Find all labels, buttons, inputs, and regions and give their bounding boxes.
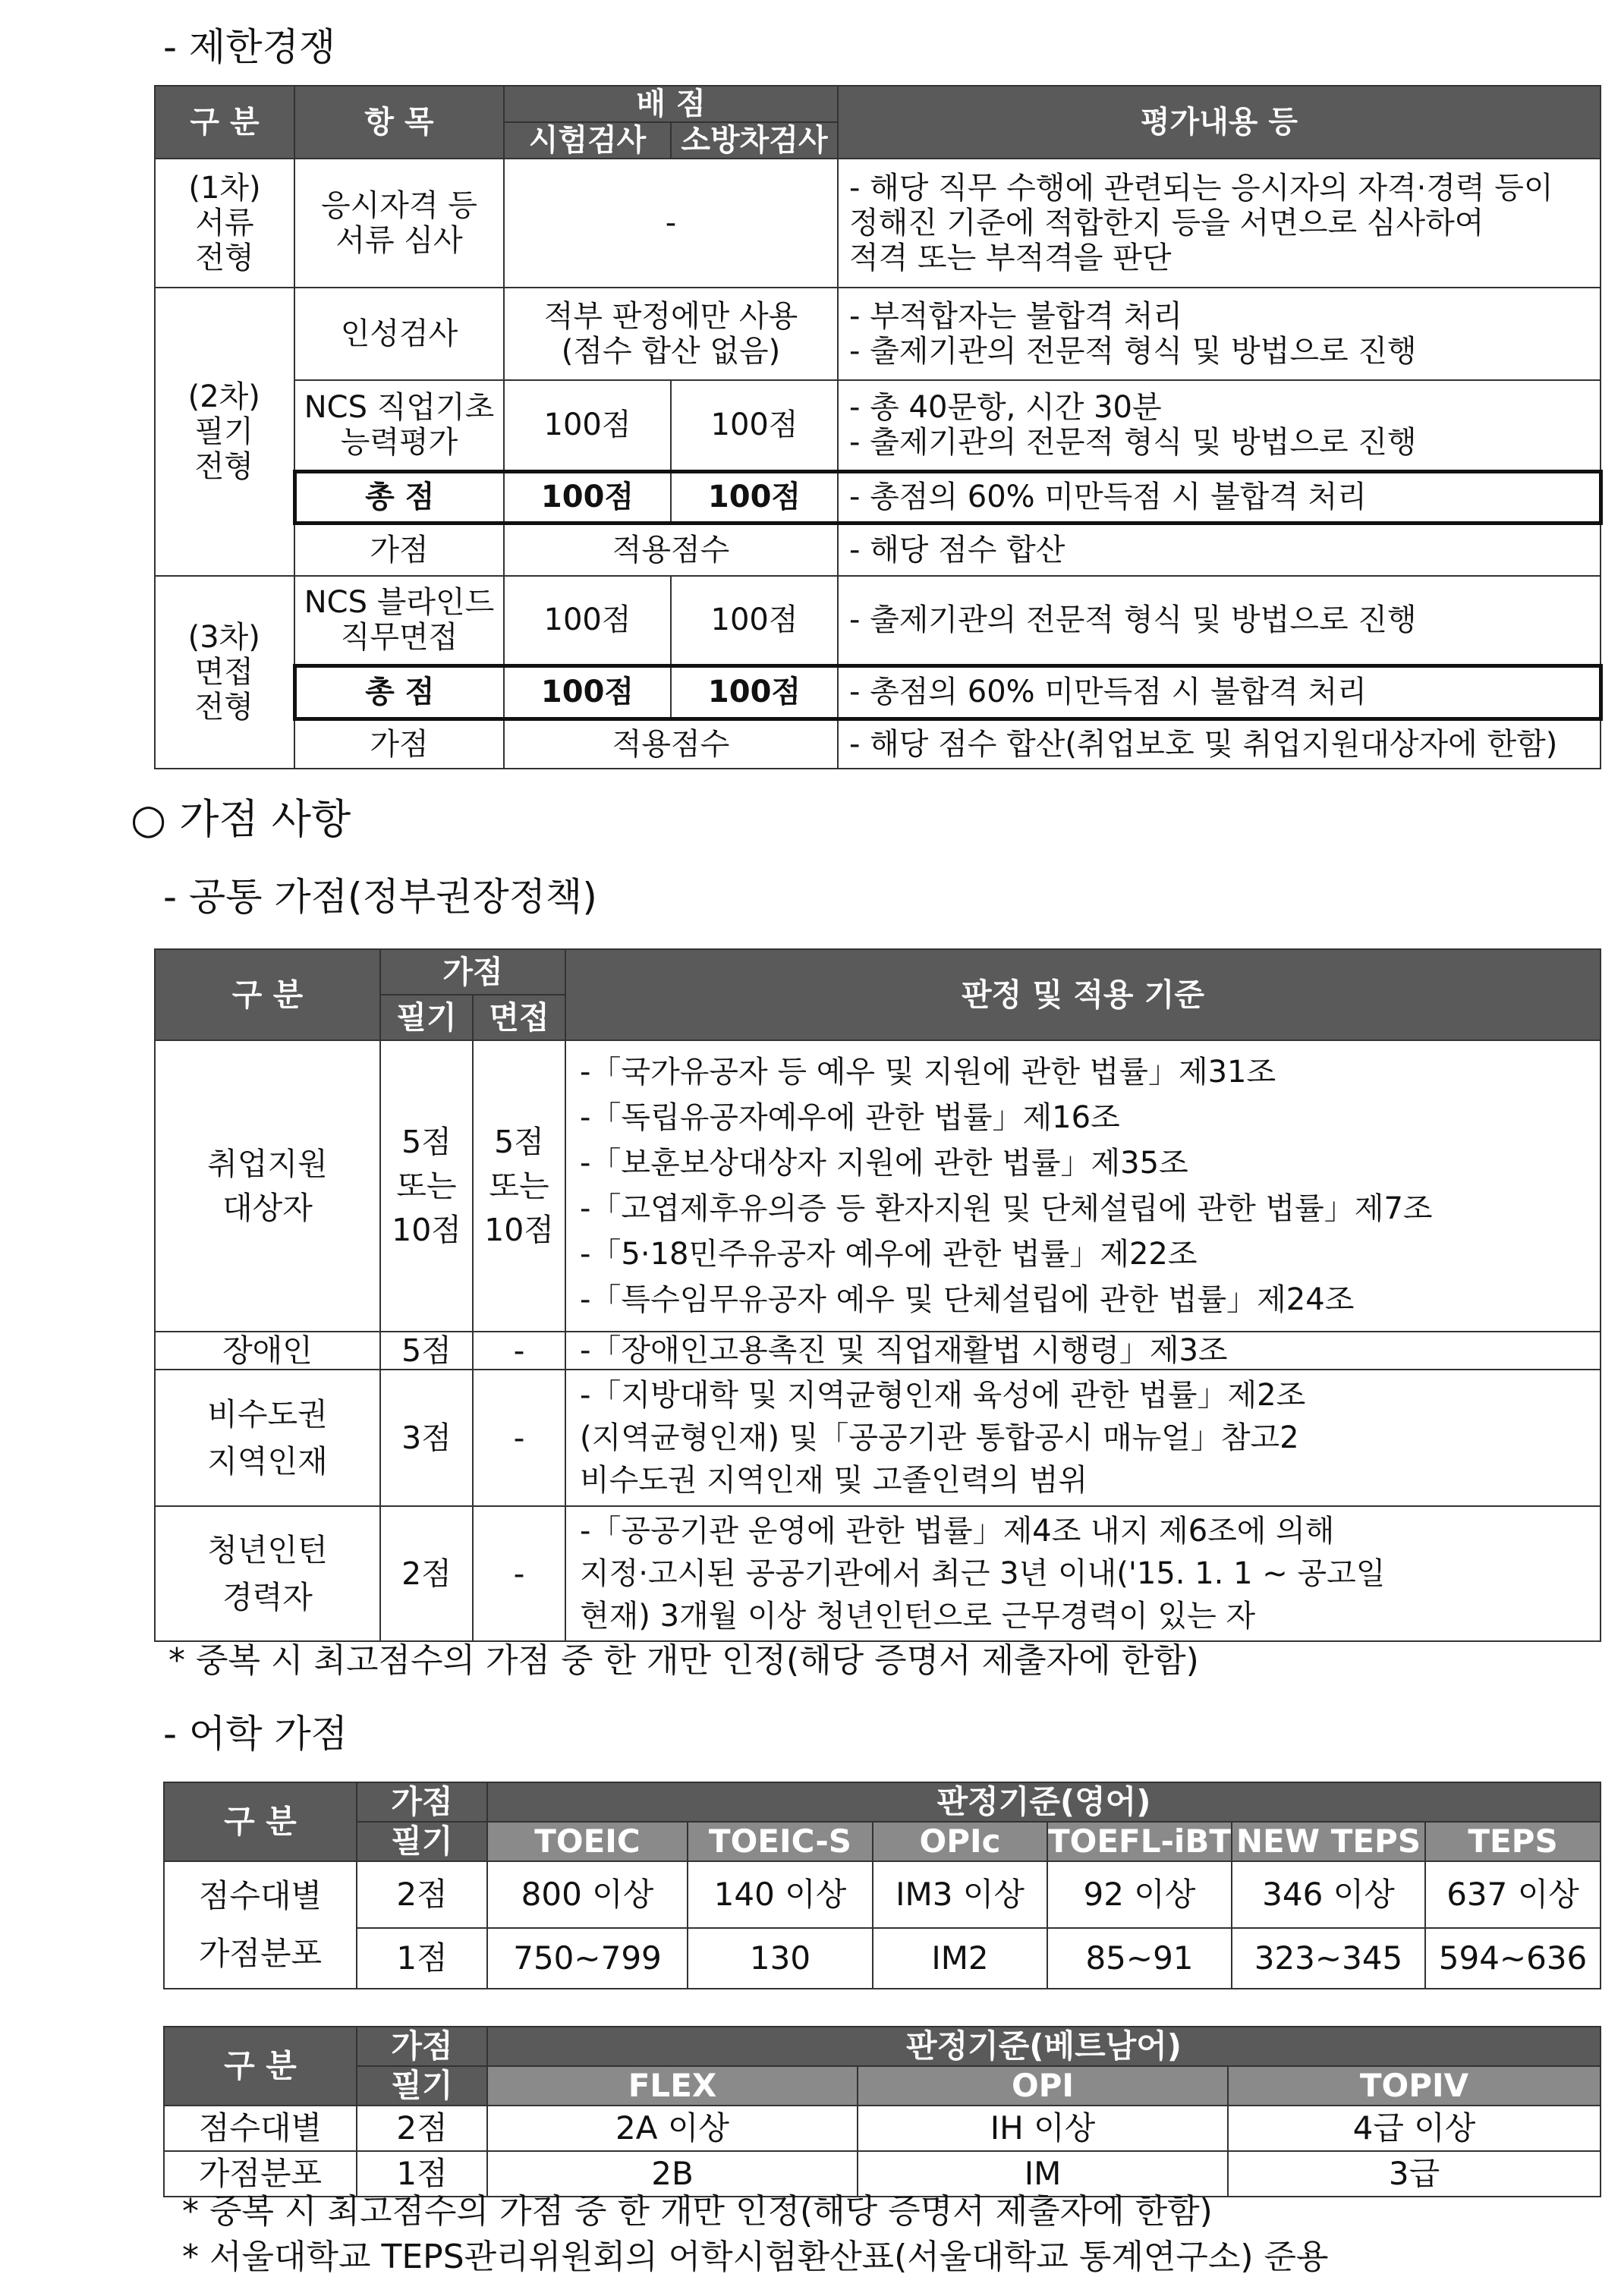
- stage2-category: (2차) 필기 전형: [155, 288, 294, 576]
- bonus-header-bonus: 가점: [380, 949, 565, 995]
- stage3-total-item: 총 점: [294, 665, 504, 719]
- english-col-teps: TEPS: [1425, 1822, 1601, 1861]
- vietnamese-value: IM: [858, 2151, 1228, 2197]
- english-value: 346 이상: [1232, 1861, 1425, 1928]
- english-points: 1점: [357, 1928, 487, 1989]
- vietnamese-value: 4급 이상: [1228, 2106, 1601, 2151]
- stage2-personality-item: 인성검사: [294, 288, 504, 380]
- stage3-bonus-content: - 해당 점수 합산(취업보호 및 취업지원대상자에 한함): [838, 719, 1601, 769]
- bonus-row-interview: -: [473, 1506, 565, 1641]
- header-content: 평가내용 등: [838, 86, 1601, 159]
- stage3-interview-content: - 출제기관의 전문적 형식 및 방법으로 진행: [838, 576, 1601, 665]
- english-col-toeic: TOEIC: [487, 1822, 688, 1861]
- english-row-label: 점수대별 가점분포: [164, 1861, 357, 1989]
- stage3-bonus-item: 가점: [294, 719, 504, 769]
- stage3-interview-firetruck: 100점: [671, 576, 838, 665]
- stage2-personality-content: - 부적합자는 불합격 처리 - 출제기관의 전문적 형식 및 방법으로 진행: [838, 288, 1601, 380]
- stage1-points: -: [504, 159, 838, 288]
- bonus-row-category: 취업지원 대상자: [155, 1040, 380, 1332]
- bonus-header-category: 구 분: [155, 949, 380, 1040]
- vietnamese-value: 2A 이상: [487, 2106, 858, 2151]
- english-value: 130: [688, 1928, 873, 1989]
- vietnamese-col-opi: OPI: [858, 2066, 1228, 2106]
- header-exam: 시험검사: [504, 122, 671, 159]
- stage2-total-item: 총 점: [294, 471, 504, 523]
- stage2-bonus-item: 가점: [294, 523, 504, 576]
- english-value: 594~636: [1425, 1928, 1601, 1989]
- stage2-total-exam: 100점: [504, 471, 671, 523]
- bonus-row-interview: -: [473, 1370, 565, 1506]
- english-points: 2점: [357, 1861, 487, 1928]
- english-value: 85~91: [1047, 1928, 1232, 1989]
- bonus-row-criteria: -「장애인고용촉진 및 직업재활법 시행령」제3조: [565, 1332, 1601, 1370]
- bonus-row-criteria: -「지방대학 및 지역균형인재 육성에 관한 법률」제2조 (지역균형인재) 및「공공기관 통합공시 매뉴얼」참고2 비수도권 지역인재 및 고졸인력의 범위: [565, 1370, 1601, 1506]
- english-col-toefl: TOEFL-iBT: [1048, 1823, 1231, 1860]
- stage3-interview-item: NCS 블라인드 직무면접: [294, 576, 504, 665]
- vietnamese-row-label: 가점분포: [164, 2151, 357, 2197]
- english-col-opic: OPIc: [873, 1822, 1047, 1861]
- bonus-row-written: 5점 또는 10점: [380, 1040, 473, 1332]
- stage3-category: (3차) 면접 전형: [155, 576, 294, 769]
- bonus-row-category: 청년인턴 경력자: [155, 1506, 380, 1641]
- english-header-title: 판정기준(영어): [487, 1782, 1601, 1822]
- stage3-interview-exam: 100점: [504, 576, 671, 665]
- vietnamese-col-flex: FLEX: [487, 2066, 858, 2106]
- bonus-row-criteria: -「공공기관 운영에 관한 법률」제4조 내지 제6조에 의해 지정·고시된 공공기관에서 최근 3년 이내('15. 1. 1 ~ 공고일 현재) 3개월 이상 청년인턴으로 근무경력이 있는 자: [565, 1506, 1601, 1641]
- vietnamese-row-label: 점수대별: [164, 2106, 357, 2151]
- section-heading-language: - 어학 가점: [163, 1712, 348, 1756]
- english-value: IM3 이상: [873, 1861, 1047, 1928]
- english-value: 323~345: [1232, 1928, 1425, 1989]
- bonus-row-written: 5점: [380, 1332, 473, 1370]
- vietnamese-table: [163, 2026, 1601, 2197]
- section-heading-common-bonus: - 공통 가점(정부권장정책): [163, 875, 597, 919]
- vietnamese-header-bonus: 가점: [357, 2027, 487, 2066]
- vietnamese-value: 3급: [1228, 2151, 1601, 2197]
- stage2-total-firetruck: 100점: [671, 471, 838, 523]
- english-value: 140 이상: [688, 1861, 873, 1928]
- header-firetruck: 소방차검사: [671, 122, 838, 159]
- english-value: IM2: [873, 1928, 1047, 1989]
- vietnamese-header-title: 판정기준(베트남어): [487, 2027, 1601, 2066]
- stage2-bonus-points: 적용점수: [504, 523, 838, 576]
- stage3-bonus-points: 적용점수: [504, 719, 838, 769]
- bonus-row-interview: 5점 또는 10점: [473, 1040, 565, 1332]
- english-header-bonus: 가점: [357, 1782, 487, 1822]
- bonus-row-interview: -: [473, 1332, 565, 1370]
- stage2-bonus-content: - 해당 점수 합산: [838, 523, 1601, 576]
- bonus-header-interview: 면접: [473, 995, 565, 1040]
- bonus-table: [154, 948, 1601, 1642]
- stage3-total-firetruck: 100점: [671, 665, 838, 719]
- bonus-header-criteria: 판정 및 적용 기준: [565, 949, 1601, 1040]
- bonus-row-written: 2점: [380, 1506, 473, 1641]
- header-item: 항 목: [294, 86, 504, 159]
- bonus-header-written: 필기: [380, 995, 473, 1040]
- header-points: 배 점: [504, 86, 838, 122]
- vietnamese-value: 2B: [487, 2151, 858, 2197]
- stage3-total-exam: 100점: [504, 665, 671, 719]
- english-col-toeic-s: TOEIC-S: [688, 1822, 873, 1861]
- stage2-ncs-content: - 총 40문항, 시간 30분 - 출제기관의 전문적 형식 및 방법으로 진행: [838, 380, 1601, 471]
- bonus-row-category: 장애인: [155, 1332, 380, 1370]
- vietnamese-header-written: 필기: [357, 2066, 487, 2106]
- stage3-total-content: - 총점의 60% 미만득점 시 불합격 처리: [838, 665, 1601, 719]
- stage1-content: - 해당 직무 수행에 관련되는 응시자의 자격·경력 등이 정해진 기준에 적합한지 등을 서면으로 심사하여 적격 또는 부적격을 판단: [838, 159, 1601, 288]
- header-category: 구 분: [155, 86, 294, 159]
- footnote-teps: * 서울대학교 TEPS관리위원회의 어학시험환산표(서울대학교 통계연구소) 준용: [182, 2238, 1329, 2276]
- stage1-item: 응시자격 등 서류 심사: [294, 159, 504, 288]
- stage2-ncs-firetruck: 100점: [671, 380, 838, 471]
- english-value: 750~799: [487, 1928, 688, 1989]
- stage2-ncs-item: NCS 직업기초 능력평가: [294, 380, 504, 471]
- english-value: 800 이상: [487, 1861, 688, 1928]
- stage1-category: (1차) 서류 전형: [155, 159, 294, 288]
- english-header-written: 필기: [357, 1822, 487, 1861]
- english-col-new-teps: NEW TEPS: [1232, 1822, 1425, 1861]
- vietnamese-points: 2점: [357, 2106, 487, 2151]
- footnote-duplicate: * 중복 시 최고점수의 가점 중 한 개만 인정(해당 증명서 제출자에 한함): [182, 2192, 1213, 2231]
- vietnamese-value: IH 이상: [858, 2106, 1228, 2151]
- stage2-personality-points: 적부 판정에만 사용 (점수 합산 없음): [504, 288, 838, 380]
- section-heading-competition: - 제한경쟁: [163, 25, 336, 69]
- vietnamese-col-topiv: TOPIV: [1228, 2066, 1601, 2106]
- vietnamese-points: 1점: [357, 2151, 487, 2197]
- bonus-row-criteria: -「국가유공자 등 예우 및 지원에 관한 법률」제31조 -「독립유공자예우에 관한 법률」제16조 -「보훈보상대상자 지원에 관한 법률」제35조 -「고엽제후유의증 등 환자지원 및 단체설립에 관한 법률」제7조 -「5·18민주유공자 예우에 관한 법률」제22조 -「특수임무유공자 예우 및 단체설립에 관한 법률」제24조: [565, 1040, 1601, 1332]
- stage2-total-content: - 총점의 60% 미만득점 시 불합격 처리: [838, 471, 1601, 523]
- bonus-row-written: 3점: [380, 1370, 473, 1506]
- bonus-row-category: 비수도권 지역인재: [155, 1370, 380, 1506]
- stage2-ncs-exam: 100점: [504, 380, 671, 471]
- english-table: [163, 1782, 1601, 1989]
- english-header-category: 구 분: [164, 1782, 357, 1861]
- bonus-note: * 중복 시 최고점수의 가점 중 한 개만 인정(해당 증명서 제출자에 한함): [168, 1641, 1199, 1680]
- english-value: 92 이상: [1047, 1861, 1232, 1928]
- vietnamese-header-category: 구 분: [164, 2027, 357, 2106]
- english-value: 637 이상: [1425, 1861, 1601, 1928]
- screening-table: [154, 85, 1603, 769]
- section-heading-bonus: ○ 가점 사항: [131, 795, 351, 843]
